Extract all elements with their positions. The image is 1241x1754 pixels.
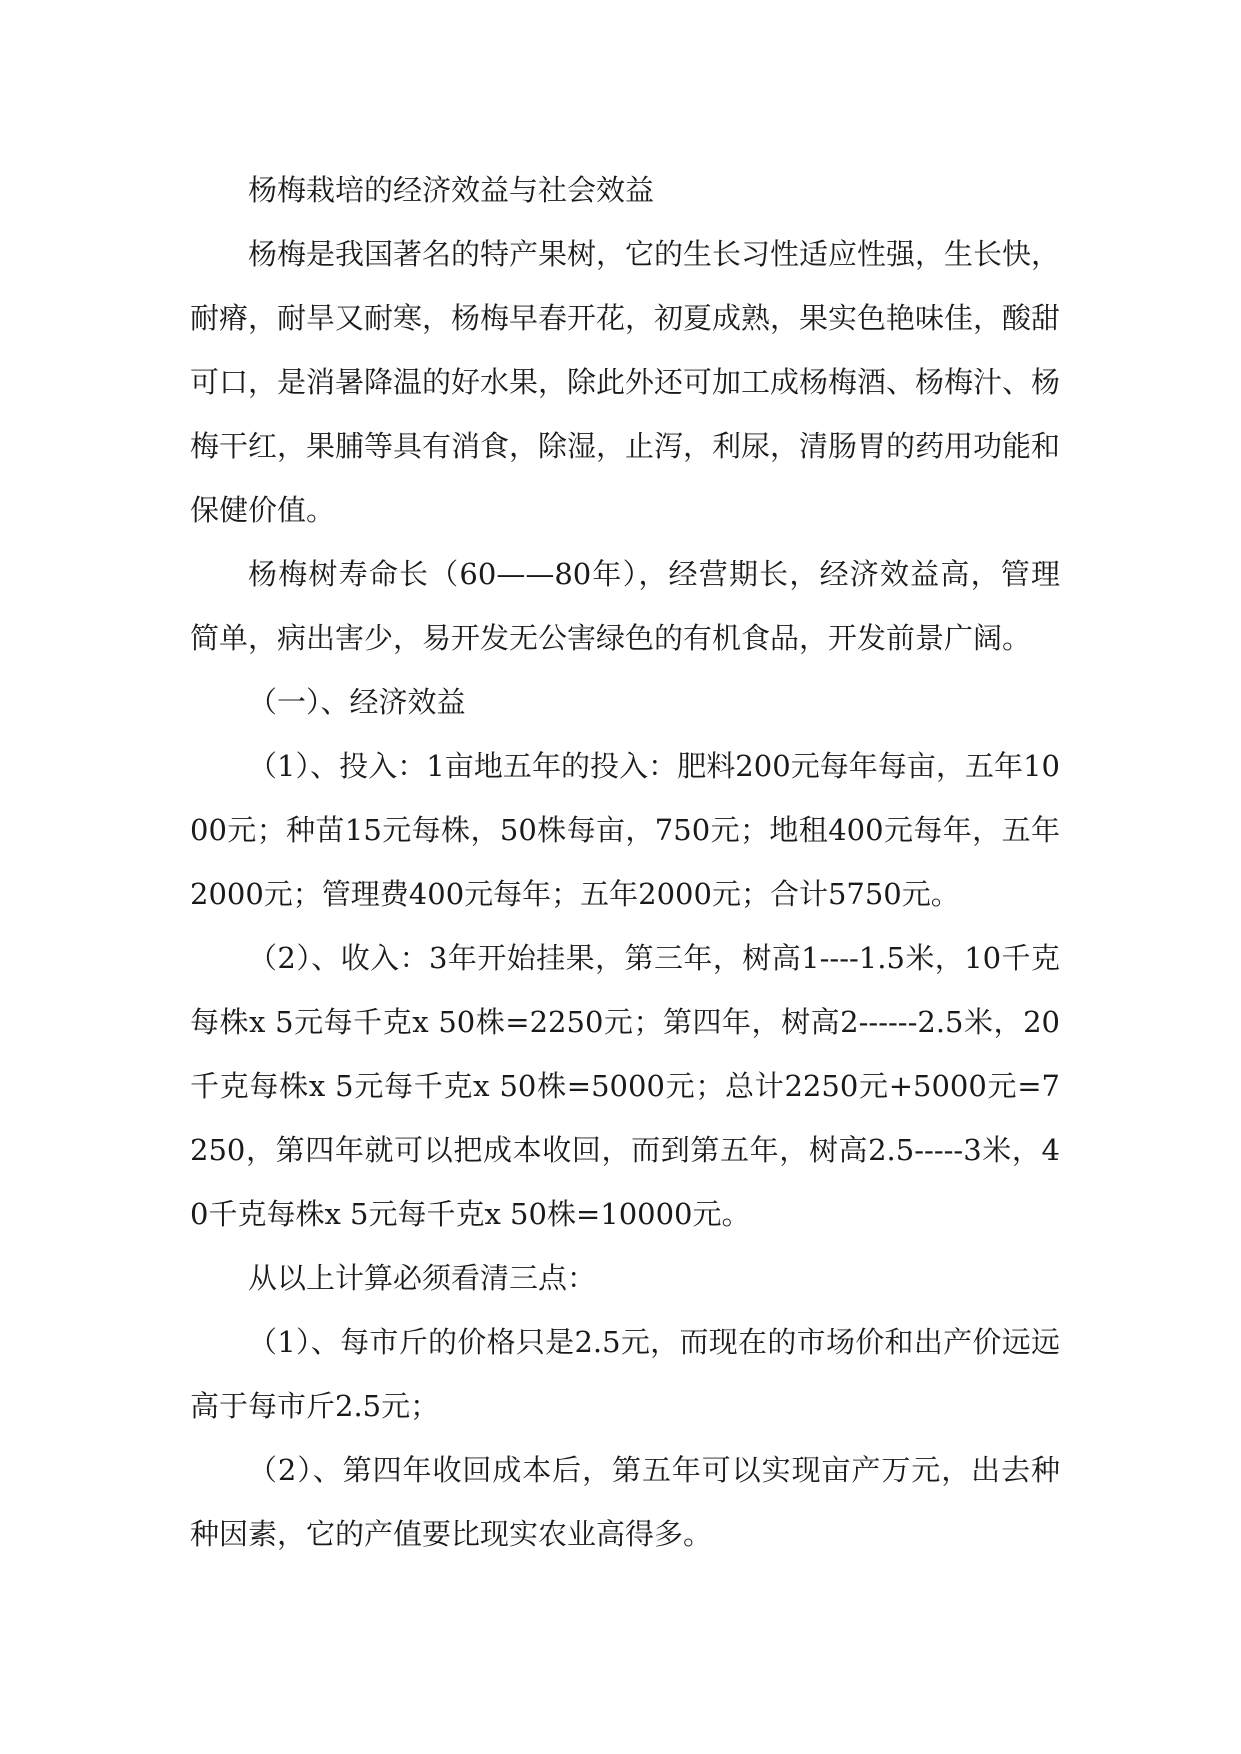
document-title: 杨梅栽培的经济效益与社会效益 xyxy=(248,173,655,207)
paragraph-point-2: （2）、第四年收回成本后，第五年可以实现亩产万元，出去种种因素，它的产值要比现实农业高得多。 xyxy=(190,1453,1060,1551)
paragraph-point-1: （1）、每市斤的价格只是2.5元，而现在的市场价和出产价远远高于每市斤2.5元； xyxy=(190,1325,1060,1423)
document-body xyxy=(190,158,1060,1566)
paragraph-income: （2）、收入：3年开始挂果，第三年，树高1----1.5米，10千克每株x 5元每千克x 50株=2250元；第四年，树高2------2.5米，20千克每株x 5元每千克x 50株=5000元；总计2250元+5000元=7250，第四年就可以把成本收回，而到第五年，树高2.5-----3米，40千克每株x 5元每千克x 50株=10000元。 xyxy=(190,941,1060,1231)
paragraph-investment: （1）、投入：1亩地五年的投入：肥料200元每年每亩，五年1000元；种苗15元每株，50株每亩，750元；地租400元每年，五年2000元；管理费400元每年；五年2000元；合计5750元。 xyxy=(190,749,1060,911)
section-heading-economic: （一）、经济效益 xyxy=(248,685,466,719)
paragraph-three-points: 从以上计算必须看清三点： xyxy=(248,1261,597,1295)
paragraph-intro: 杨梅是我国著名的特产果树，它的生长习性适应性强，生长快，耐瘠，耐旱又耐寒，杨梅早春开花，初夏成熟，果实色艳味佳，酸甜可口，是消暑降温的好水果，除此外还可加工成杨梅酒、杨梅汁、杨梅干红，果脯等具有消食，除湿，止泻，利尿，清肠胃的药用功能和保健价值。 xyxy=(190,237,1061,527)
paragraph-lifespan: 杨梅树寿命长（60——80年），经营期长，经济效益高，管理简单，病出害少，易开发无公害绿色的有机食品，开发前景广阔。 xyxy=(190,557,1060,655)
